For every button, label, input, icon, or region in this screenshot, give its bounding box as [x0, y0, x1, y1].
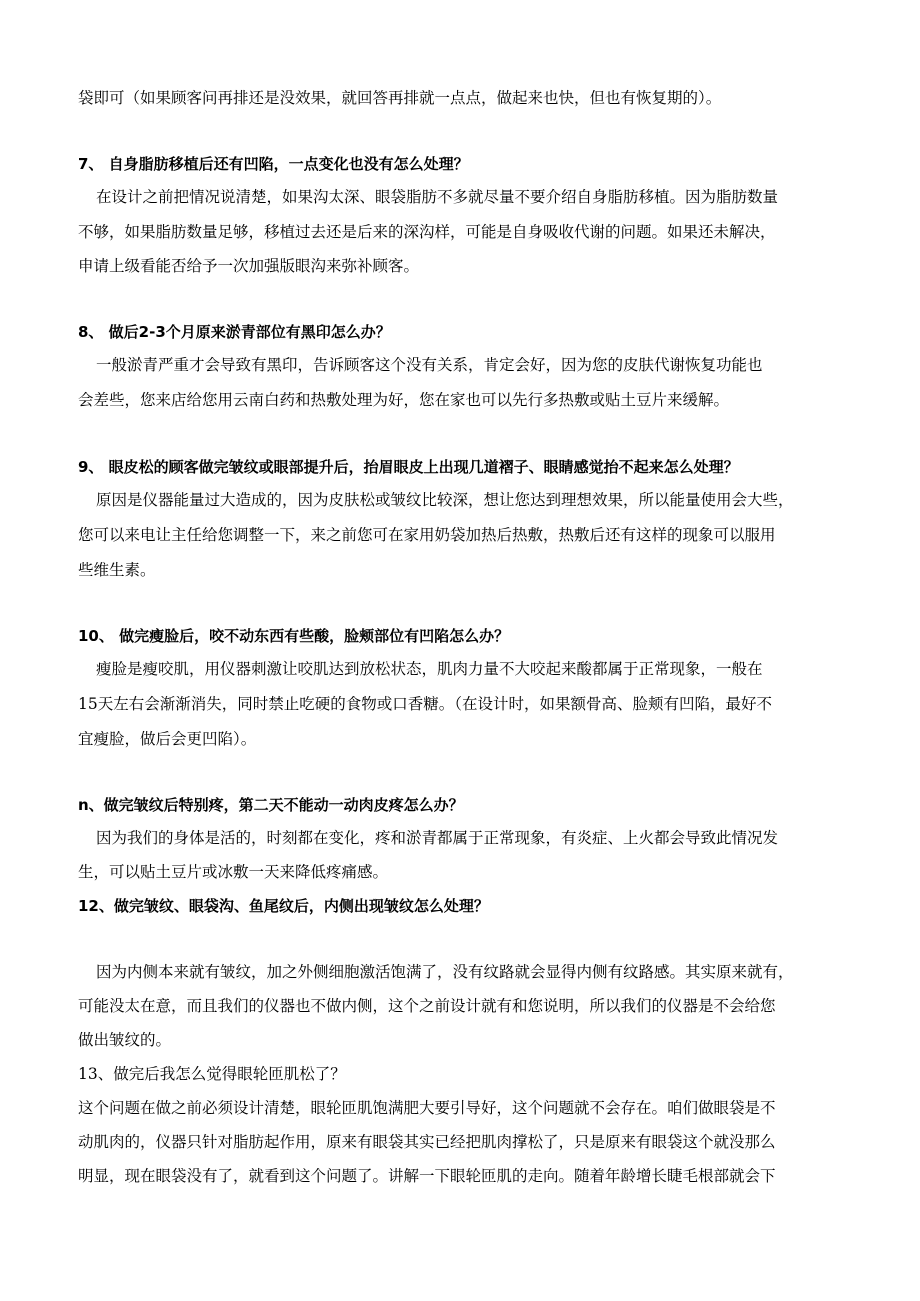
answer-line: 15天左右会渐渐消失，同时禁止吃硬的食物或口香糖。（在设计时，如果额骨高、脸颊有凹陷，最好不 [78, 695, 772, 713]
answer-line: 做出皱纹的。 [78, 1031, 172, 1049]
answer-line: 因为内侧本来就有皱纹，加之外侧细胞激活饱满了，没有纹路就会显得内侧有纹路感。其实原来就有， [96, 963, 794, 981]
text-line: 袋即可（如果顾客问再排还是没效果，就回答再排就一点点，做起来也快，但也有恢复期的）。 [78, 89, 722, 107]
answer-line: 申请上级看能否给予一次加强版眼沟来弥补顾客。 [78, 257, 420, 275]
question-13: 13、做完后我怎么觉得眼轮匝肌松了？ [78, 1065, 346, 1083]
question-11: n、做完皱纹后特别疼，第二天不能动一动肉皮疼怎么办？ [78, 796, 464, 814]
answer-line: 因为我们的身体是活的，时刻都在变化，疼和淤青都属于正常现象，有炎症、上火都会导致此情况发 [96, 829, 779, 847]
question-8: 8、 做后2-3个月原来淤青部位有黑印怎么办？ [78, 323, 391, 341]
answer-line: 些维生素。 [78, 561, 156, 579]
question-12: 12、做完皱纹、眼袋沟、鱼尾纹后，内侧出现皱纹怎么处理？ [78, 897, 489, 915]
answer-line: 宜瘦脸，做后会更凹陷）。 [78, 730, 257, 748]
answer-line: 会差些，您来店给您用云南白药和热敷处理为好，您在家也可以先行多热敷或贴土豆片来缓解。 [78, 391, 730, 409]
answer-line: 瘦脸是瘦咬肌，用仪器刺激让咬肌达到放松状态，肌肉力量不大咬起来酸都属于正常现象，一般在 [96, 660, 763, 678]
answer-line: 在设计之前把情况说清楚，如果沟太深、眼袋脂肪不多就尽量不要介绍自身脂肪移植。因为脂肪数量 [96, 188, 779, 206]
answer-line: 一般淤青严重才会导致有黑印，告诉顾客这个没有关系，肯定会好，因为您的皮肤代谢恢复功能也 [96, 356, 763, 374]
question-9: 9、 眼皮松的顾客做完皱纹或眼部提升后，抬眉眼皮上出现几道褶子、眼睛感觉抬不起来怎么处理？ [78, 458, 739, 476]
answer-line: 原因是仪器能量过大造成的，因为皮肤松或皱纹比较深，想让您达到理想效果，所以能量使用会大些， [96, 491, 794, 509]
answer-line: 这个问题在做之前必须设计清楚，眼轮匝肌饱满肥大要引导好，这个问题就不会存在。咱们做眼袋是不 [78, 1099, 776, 1117]
answer-line: 不够，如果脂肪数量足够，移植过去还是后来的深沟样，可能是自身吸收代谢的问题。如果还未解决， [78, 223, 776, 241]
answer-line: 明显，现在眼袋没有了，就看到这个问题了。讲解一下眼轮匝肌的走向。随着年龄增长睫毛根部就会下 [78, 1167, 776, 1185]
answer-line: 生，可以贴土豆片或冰敷一天来降低疼痛感。 [78, 863, 389, 881]
answer-line: 动肌肉的，仪器只针对脂肪起作用，原来有眼袋其实已经把肌肉撑松了，只是原来有眼袋这个就没那么 [78, 1133, 776, 1151]
answer-line: 您可以来电让主任给您调整一下，来之前您可在家用奶袋加热后热敷，热敷后还有这样的现象可以服用 [78, 526, 776, 544]
question-10: 10、 做完瘦脸后，咬不动东西有些酸，脸颊部位有凹陷怎么办？ [78, 627, 510, 645]
answer-line: 可能没太在意，而且我们的仪器也不做内侧，这个之前设计就有和您说明，所以我们的仪器是不会给您 [78, 997, 776, 1015]
question-7: 7、 自身脂肪移植后还有凹陷，一点变化也没有怎么处理？ [78, 155, 469, 173]
